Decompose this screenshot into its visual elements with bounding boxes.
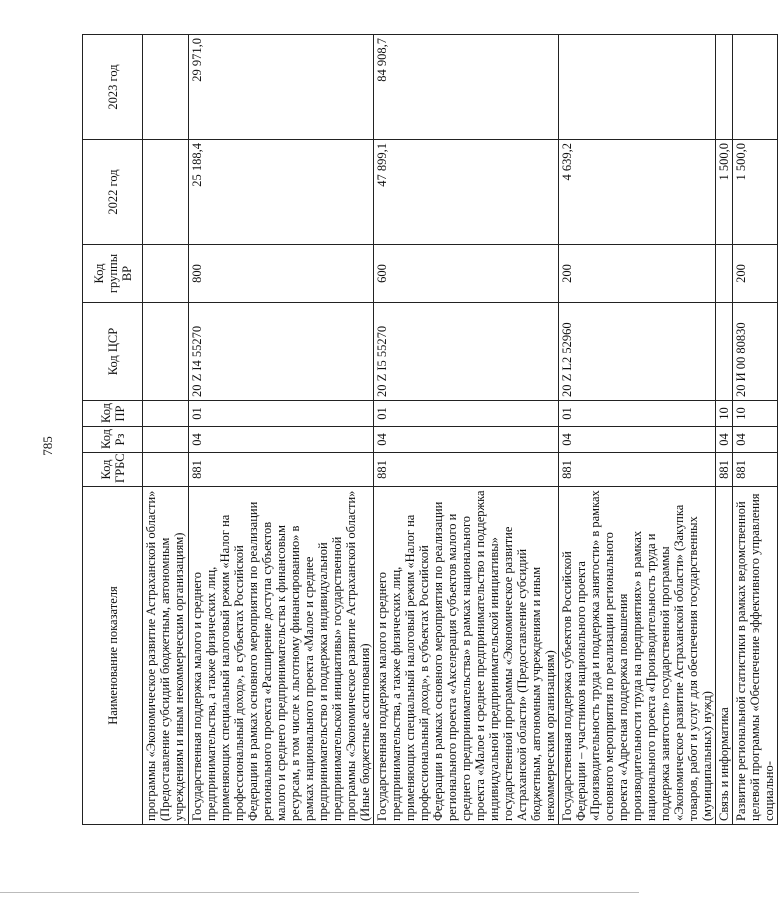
budget-table <box>82 34 778 825</box>
row-2022: 1 500,0 <box>733 140 778 245</box>
row-grbs: 881 <box>374 453 559 487</box>
row-csr <box>716 303 733 401</box>
row-grbs: 881 <box>716 453 733 487</box>
table-row <box>374 35 559 825</box>
row-csr: 20 Z L2 52960 <box>559 303 716 401</box>
row-name: Развитие региональной статистики в рамках ведомственной целевой программы «Обеспечение эффективного управления социально- <box>733 487 778 825</box>
header-2023: 2023 год <box>83 35 143 140</box>
table-body <box>143 35 778 825</box>
row-rz: 04 <box>374 427 559 453</box>
row-csr: 20 Z I4 55270 <box>189 303 374 401</box>
row-pr: 01 <box>374 401 559 427</box>
row-2022: 25 188,4 <box>189 140 374 245</box>
row-grbs: 881 <box>559 453 716 487</box>
header-2022: 2022 год <box>83 140 143 245</box>
row-pr: 01 <box>559 401 716 427</box>
header-csr: Код ЦСР <box>83 303 143 401</box>
row-2023: 84 908,7 <box>374 35 559 140</box>
page-bottom-rule <box>0 892 639 893</box>
table-row <box>716 35 733 825</box>
row-vr: 800 <box>189 245 374 303</box>
row-grbs: 881 <box>733 453 778 487</box>
table-row <box>143 35 189 825</box>
row-2023 <box>143 35 189 140</box>
row-2022: 4 639,2 <box>559 140 716 245</box>
header-name: Наименование показателя <box>83 487 143 825</box>
row-rz <box>143 427 189 453</box>
row-2023: 29 971,0 <box>189 35 374 140</box>
row-csr <box>143 303 189 401</box>
table-header <box>83 35 143 825</box>
table-row <box>733 35 778 825</box>
rotated-table-container <box>82 35 776 825</box>
row-2023 <box>716 35 733 140</box>
row-pr <box>143 401 189 427</box>
table-row <box>189 35 374 825</box>
header-row <box>83 35 143 825</box>
row-pr: 01 <box>189 401 374 427</box>
row-name: Государственная поддержка малого и среднего предпринимательства, а также физических лиц, применяющих специальный налоговый режим «Налог на профессиональный доход», в субъектах Российской Федерации в рамках основного мероприятия по реализации регионального проекта «Расширение доступа субъектов малого и среднего предпринимательства к финансовым ресурсам, в том числе к льготному финансированию» в рамках национального проекта «Малое и среднее предпринимательство и поддержка индивидуальной предпринимательской инициативы» государственной программы «Экономическое развитие Астраханской области» (Иные бюджетные ассигнования) <box>189 487 374 825</box>
row-csr: 20 И 00 80830 <box>733 303 778 401</box>
row-rz: 04 <box>733 427 778 453</box>
row-grbs: 881 <box>189 453 374 487</box>
page-number: 785 <box>39 436 55 456</box>
row-vr <box>716 245 733 303</box>
row-name: Государственная поддержка субъектов Российской Федерации – участников национального проекта «Производительность труда и поддержка занятости» в рамках основного мероприятия по реализации регионального проекта «Адресная поддержка повышения производительности труда на предприятиях» в рамках национального проекта «Производительность труда и поддержка занятости» государственной программы «Экономическое развитие Астраханской области» (Закупка товаров, работ и услуг для обеспечения государственных (муниципальных) нужд) <box>559 487 716 825</box>
header-rz: Код Рз <box>83 427 143 453</box>
row-name: Государственная поддержка малого и среднего предпринимательства, а также физических лиц, применяющих специальный налоговый режим «Налог на профессиональный доход», в субъектах Российской Федерации в рамках основного мероприятия по реализации регионального проекта «Акселерация субъектов малого и среднего предпринимательства» в рамках национального проекта «Малое и среднее предпринимательство и поддержка индивидуальной предпринимательской инициативы» государственной программы «Экономическое развитие Астраханской области» (Предоставление субсидий бюджетным, автономным учреждениям и иным некоммерческим организациям) <box>374 487 559 825</box>
row-2022 <box>143 140 189 245</box>
row-grbs <box>143 453 189 487</box>
row-2023 <box>559 35 716 140</box>
row-rz: 04 <box>559 427 716 453</box>
table-row <box>559 35 716 825</box>
row-name: Связь и информатика <box>716 487 733 825</box>
row-vr: 200 <box>733 245 778 303</box>
row-csr: 20 Z I5 55270 <box>374 303 559 401</box>
row-vr <box>143 245 189 303</box>
header-vr: Код группы ВР <box>83 245 143 303</box>
row-pr: 10 <box>733 401 778 427</box>
header-grbs: Код ГРБС <box>83 453 143 487</box>
row-vr: 600 <box>374 245 559 303</box>
row-vr: 200 <box>559 245 716 303</box>
row-pr: 10 <box>716 401 733 427</box>
row-name: программы «Экономическое развитие Астраханской области» (Предоставление субсидий бюджетным, автономным учреждениям и иным некоммерческим организациям) <box>143 487 189 825</box>
row-2022: 1 500,0 <box>716 140 733 245</box>
row-rz: 04 <box>189 427 374 453</box>
row-2022: 47 899,1 <box>374 140 559 245</box>
row-rz: 04 <box>716 427 733 453</box>
row-2023 <box>733 35 778 140</box>
header-pr: Код ПР <box>83 401 143 427</box>
